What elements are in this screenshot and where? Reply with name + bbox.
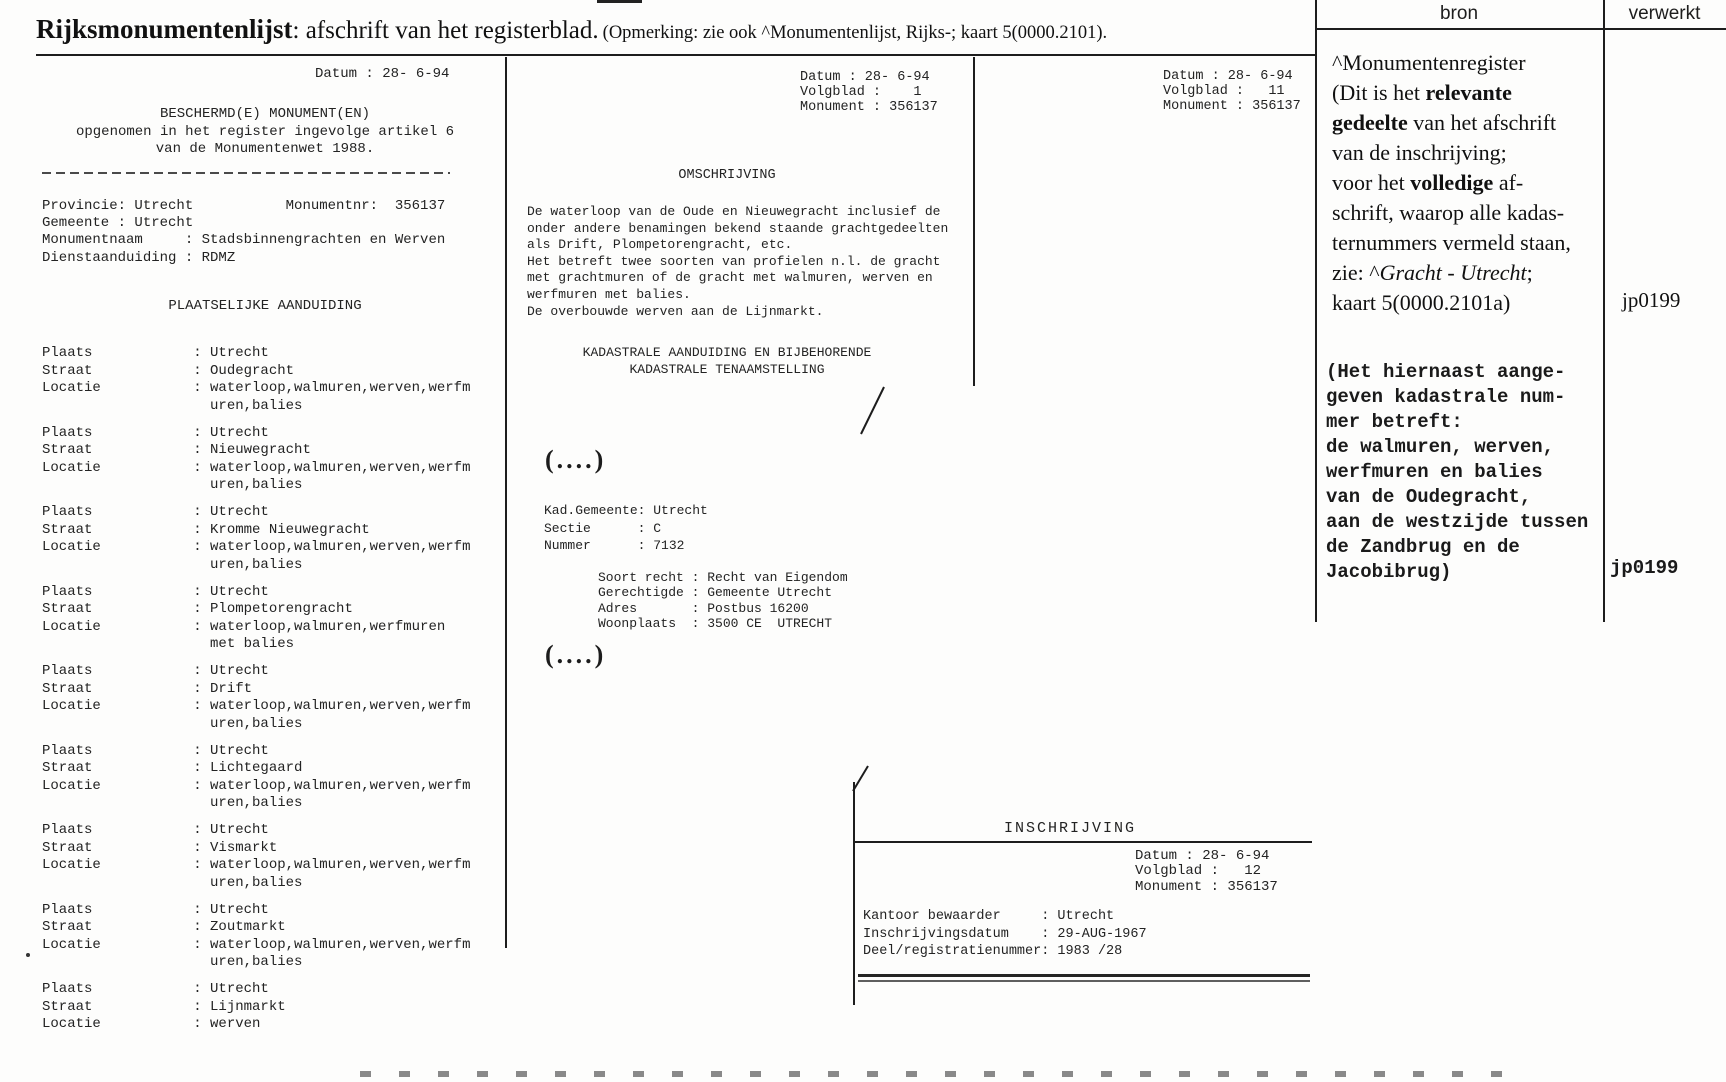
text-line: Monumentnaam : Stadsbinnengrachten en Werven [42,232,446,249]
text-line: Straat : Oudegracht [42,362,295,379]
text-line: Inschrijvingsdatum : 29-AUG-1967 [863,926,1147,942]
left-section-title: PLAATSELIJKE AANDUIDING [168,298,362,314]
page-title-main: Rijksmonumentenlijst [36,14,293,44]
text-line: De waterloop van de Oude en Nieuwegracht inclusief de [527,204,941,219]
page-title-note: (Opmerking: zie ook ^Monumentenlijst, Rijks-; kaart 5(0000.2101). [602,23,1108,43]
bron-column-header: bron [1439,3,1479,24]
scan-artifact-top [597,0,642,3]
text-line: KADASTRALE AANDUIDING EN BIJBEHORENDE [582,345,872,360]
text-line: ternummers vermeld staan, [1332,230,1571,255]
text-line: van de Oudegracht, [1326,486,1532,508]
text-line: de Zandbrug en de [1326,536,1520,558]
page-title-rest: : afschrift van het registerblad. [292,17,599,44]
text-line: Locatie : waterloop,walmuren,werven,werfm [42,380,471,396]
text-line: Plaats : Utrecht [42,345,269,361]
text-line: van de inschrijving; [1332,140,1507,165]
text-line: Straat : Lijnmarkt [42,998,286,1015]
text-line: Deel/registratienummer: 1983 /28 [863,944,1123,959]
text-line: uren,balies [42,874,303,891]
text-line: Locatie : waterloop,walmuren,werven,werfm [42,459,471,476]
text-line: voor het volledige af- [1332,170,1524,195]
text-line: Straat : Drift [42,680,253,697]
text-line: Datum : 28- 6-94 [800,70,930,85]
text-line: ^Monumentenregister [1332,50,1526,75]
text-line: uren,balies [42,397,303,414]
text-line: van de Monumentenwet 1988. [155,141,375,157]
text-line: Sectie : C [544,520,662,536]
text-line: onder andere benamingen bekend staande grachtgedeelten [527,220,949,236]
text-line: kaart 5(0000.2101a) [1332,290,1511,315]
text-line: zie: ^Gracht - Utrecht; [1332,260,1533,285]
text-line: Locatie : waterloop,walmuren,werven,werfm [42,539,471,555]
text-line: schrift, waarop alle kadas- [1332,200,1565,225]
ellipsis-mark: (....) [545,445,607,474]
text-line: als Drift, Plompetorengracht, etc. [527,237,793,253]
text-line: Straat : Vismarkt [42,839,278,856]
text-line: Kantoor bewaarder : Utrecht [863,909,1115,924]
text-line: Plaats : Utrecht [42,822,269,838]
text-line: Volgblad : 11 [1163,83,1285,99]
text-line: Soort recht : Recht van Eigendom [598,570,848,585]
text-line: Locatie : waterloop,walmuren,werven,werfm [42,777,471,794]
text-line: met balies [42,636,295,652]
text-line: Datum : 28- 6-94 [1135,848,1270,864]
verwerkt-mark: jp0199 [1610,557,1679,579]
text-line: Straat : Plompetorengracht [42,601,353,617]
text-line: Monument : 356137 [1163,98,1301,114]
ellipsis-mark: (....) [545,640,607,669]
text-line: Datum : 28- 6-94 [1163,69,1293,84]
text-line: Locatie : waterloop,walmuren,werven,werfm [42,857,471,873]
text-line: Woonplaats : 3500 CE UTRECHT [598,616,833,632]
text-line: uren,balies [42,795,303,811]
text-line: uren,balies [42,477,303,493]
text-line: uren,balies [42,954,303,970]
text-line: KADASTRALE TENAAMSTELLING [629,361,825,377]
left-datum: Datum : 28- 6-94 [315,66,450,82]
text-line: Kad.Gemeente: Utrecht [544,503,708,518]
verwerkt-column-header: verwerkt [1628,3,1701,24]
text-line: uren,balies [42,556,303,573]
text-line: Gerechtigde : Gemeente Utrecht [598,585,833,601]
text-line: Plaats : Utrecht [42,424,269,441]
text-line: BESCHERMD(E) MONUMENT(EN) [159,106,371,122]
text-line: Dienstaanduiding : RDMZ [42,249,236,266]
omschrijving-title: OMSCHRIJVING [678,168,776,183]
text-line: Gemeente : Utrecht [42,215,194,232]
text-line: Straat : Kromme Nieuwegracht [42,521,370,538]
text-line: Locatie : waterloop,walmuren,werven,werfm [42,936,471,953]
text-line: Straat : Zoutmarkt [42,919,286,935]
text-line: Plaats : Utrecht [42,504,269,520]
text-line: werfmuren met balies. [527,286,691,302]
text-line: Plaats : Utrecht [42,663,269,679]
text-line: (Dit is het relevante [1332,80,1512,105]
text-line: Locatie : waterloop,walmuren,werven,werfm [42,698,471,714]
text-line: de walmuren, werven, [1326,436,1555,458]
inschrijving-title: INSCHRIJVING [1003,820,1137,837]
text-line: met grachtmuren of de gracht met walmuren, werven en [527,270,933,286]
text-line: Straat : Nieuwegracht [42,442,311,458]
text-line: Provincie: Utrecht Monumentnr: 356137 [42,198,446,214]
text-line: Adres : Postbus 16200 [598,600,809,616]
text-line: Locatie : werven [42,1016,261,1032]
text-line: uren,balies [42,715,303,732]
text-line: Volgblad : 1 [800,85,922,100]
text-line: Locatie : waterloop,walmuren,werfmuren [42,618,446,635]
text-line: aan de westzijde tussen [1326,511,1589,533]
text-line: geven kadastrale num- [1326,386,1566,408]
scan-artifact-dotrow [360,1071,1525,1077]
text-line: De overbouwde werven aan de Lijnmarkt. [527,303,824,319]
text-line: gedeelte van het afschrift [1332,110,1557,135]
text-line: Monument : 356137 [1135,878,1278,895]
text-line: Plaats : Utrecht [42,583,269,600]
text-line: Volgblad : 12 [1135,863,1262,880]
text-line: Plaats : Utrecht [42,901,269,918]
text-line: Jacobibrug) [1326,561,1452,583]
text-line: Plaats : Utrecht [42,742,269,759]
scan-artifact-dot [26,953,30,957]
text-line: werfmuren en balies [1326,461,1543,483]
text-line: Monument : 356137 [800,100,938,115]
text-line: Nummer : 7132 [544,538,685,553]
verwerkt-mark: jp0199 [1622,288,1681,312]
text-line: mer betreft: [1326,411,1463,433]
text-line: Het betreft twee soorten van profielen n.l. de gracht [527,253,941,269]
text-line: Straat : Lichtegaard [42,760,303,776]
text-line: (Het hiernaast aange- [1326,361,1566,383]
text-line: opgenomen in het register ingevolge artikel 6 [75,123,455,140]
text-line: Plaats : Utrecht [42,981,269,997]
